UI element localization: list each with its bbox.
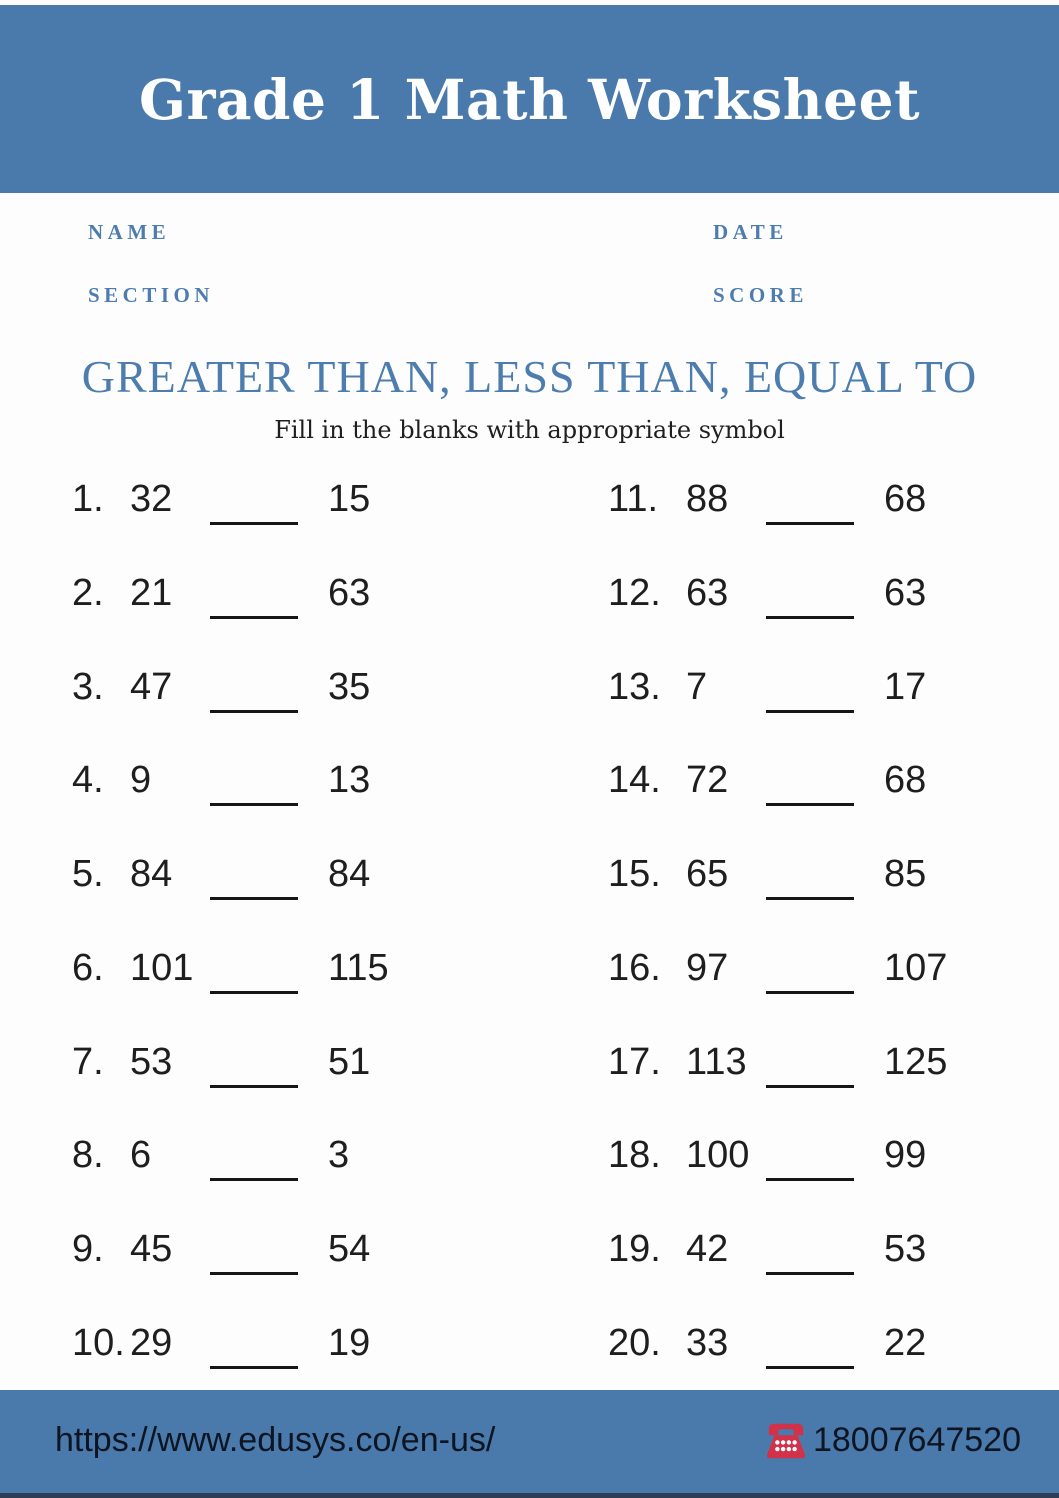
answer-blank[interactable] [210, 897, 298, 900]
first-operand: 7 [686, 665, 708, 708]
problem-number: 18. [608, 1134, 661, 1177]
second-operand: 19 [328, 1321, 371, 1364]
problem-row [608, 1134, 1048, 1177]
answer-blank[interactable] [210, 522, 298, 525]
second-operand: 63 [884, 571, 927, 614]
first-operand: 72 [686, 759, 729, 802]
section-label: SECTION [88, 283, 215, 307]
first-operand: 53 [130, 1040, 173, 1083]
exercise-instruction: Fill in the blanks with appropriate symbol [274, 416, 785, 444]
answer-blank[interactable] [766, 803, 854, 806]
first-operand: 100 [686, 1134, 750, 1177]
first-operand: 47 [130, 665, 173, 708]
problem-row [72, 1040, 562, 1083]
problem-row [72, 571, 562, 614]
phone-number: 18007647520 [812, 1420, 1021, 1459]
second-operand: 54 [328, 1228, 371, 1271]
answer-blank[interactable] [210, 803, 298, 806]
second-operand: 15 [328, 478, 371, 520]
second-operand: 63 [328, 571, 371, 614]
second-operand: 68 [884, 478, 927, 520]
problem-row [72, 1134, 562, 1177]
second-operand: 68 [884, 759, 927, 802]
problem-number: 11. [608, 478, 659, 520]
answer-blank[interactable] [766, 1178, 854, 1181]
telephone-icon [763, 1417, 809, 1463]
first-operand: 65 [686, 853, 729, 896]
problem-row [72, 665, 562, 708]
second-operand: 17 [884, 665, 927, 708]
first-operand: 97 [686, 946, 729, 989]
bottom-edge-strip [0, 1493, 1059, 1498]
second-operand: 51 [328, 1040, 371, 1083]
score-label: SCORE [713, 283, 808, 307]
answer-blank[interactable] [210, 616, 298, 619]
first-operand: 113 [686, 1040, 747, 1083]
second-operand: 3 [328, 1134, 350, 1177]
second-operand: 13 [328, 759, 371, 802]
worksheet-title: Grade 1 Math Worksheet [138, 66, 921, 132]
second-operand: 115 [328, 946, 389, 989]
answer-blank[interactable] [766, 897, 854, 900]
first-operand: 9 [130, 759, 152, 802]
first-operand: 21 [130, 571, 173, 614]
answer-blank[interactable] [210, 1085, 298, 1088]
problem-number: 13. [608, 665, 661, 708]
answer-blank[interactable] [766, 616, 854, 619]
problem-row [72, 1228, 562, 1271]
second-operand: 53 [884, 1228, 927, 1271]
problem-row [72, 1321, 562, 1364]
problems-column-right [608, 480, 1048, 1362]
problem-number: 4. [72, 759, 104, 802]
first-operand: 88 [686, 478, 729, 520]
first-operand: 6 [130, 1134, 152, 1177]
first-operand: 63 [686, 571, 729, 614]
first-operand: 42 [686, 1228, 729, 1271]
second-operand: 22 [884, 1321, 927, 1364]
answer-blank[interactable] [766, 1272, 854, 1275]
answer-blank[interactable] [766, 522, 854, 525]
answer-blank[interactable] [210, 1366, 298, 1369]
second-operand: 84 [328, 853, 371, 896]
problem-row [608, 1040, 1048, 1083]
problem-number: 5. [72, 853, 104, 896]
first-operand: 32 [130, 478, 173, 520]
problem-row [72, 853, 562, 896]
problem-row [72, 480, 562, 518]
website-url: https://www.edusys.co/en-us/ [55, 1420, 496, 1459]
answer-blank[interactable] [766, 991, 854, 994]
problem-number: 8. [72, 1134, 104, 1177]
first-operand: 101 [130, 946, 194, 989]
problem-number: 16. [608, 946, 661, 989]
first-operand: 29 [130, 1321, 173, 1364]
first-operand: 33 [686, 1321, 729, 1364]
answer-blank[interactable] [210, 1178, 298, 1181]
problem-number: 10. [72, 1321, 125, 1364]
second-operand: 85 [884, 853, 927, 896]
problem-number: 15. [608, 853, 661, 896]
phone-contact [763, 1417, 1021, 1463]
first-operand: 45 [130, 1228, 173, 1271]
problem-row [608, 759, 1048, 802]
header-band [0, 5, 1059, 193]
problem-number: 2. [72, 571, 104, 614]
second-operand: 125 [884, 1040, 948, 1083]
problem-row [608, 946, 1048, 989]
problem-number: 6. [72, 946, 104, 989]
footer-band [0, 1390, 1059, 1498]
answer-blank[interactable] [210, 710, 298, 713]
answer-blank[interactable] [766, 1366, 854, 1369]
problem-number: 9. [72, 1228, 104, 1271]
second-operand: 35 [328, 665, 371, 708]
date-label: DATE [713, 220, 788, 244]
problem-row [72, 759, 562, 802]
problem-number: 17. [608, 1040, 661, 1083]
problem-row [608, 665, 1048, 708]
answer-blank[interactable] [766, 710, 854, 713]
problem-number: 1. [72, 478, 104, 520]
second-operand: 107 [884, 946, 948, 989]
problem-row [608, 1228, 1048, 1271]
name-label: NAME [88, 220, 171, 244]
problem-row [608, 480, 1048, 518]
problem-row [72, 946, 562, 989]
problem-number: 3. [72, 665, 104, 708]
problem-row [608, 1321, 1048, 1364]
answer-blank[interactable] [766, 1085, 854, 1088]
problem-number: 14. [608, 759, 661, 802]
exercise-heading: GREATER THAN, LESS THAN, EQUAL TO [81, 351, 978, 402]
answer-blank[interactable] [210, 991, 298, 994]
problem-row [608, 571, 1048, 614]
problem-number: 19. [608, 1228, 661, 1271]
problems-column-left [72, 480, 562, 1362]
answer-blank[interactable] [210, 1272, 298, 1275]
problem-number: 12. [608, 571, 661, 614]
problem-number: 20. [608, 1321, 661, 1364]
second-operand: 99 [884, 1134, 927, 1177]
problem-row [608, 853, 1048, 896]
problem-number: 7. [72, 1040, 104, 1083]
first-operand: 84 [130, 853, 173, 896]
